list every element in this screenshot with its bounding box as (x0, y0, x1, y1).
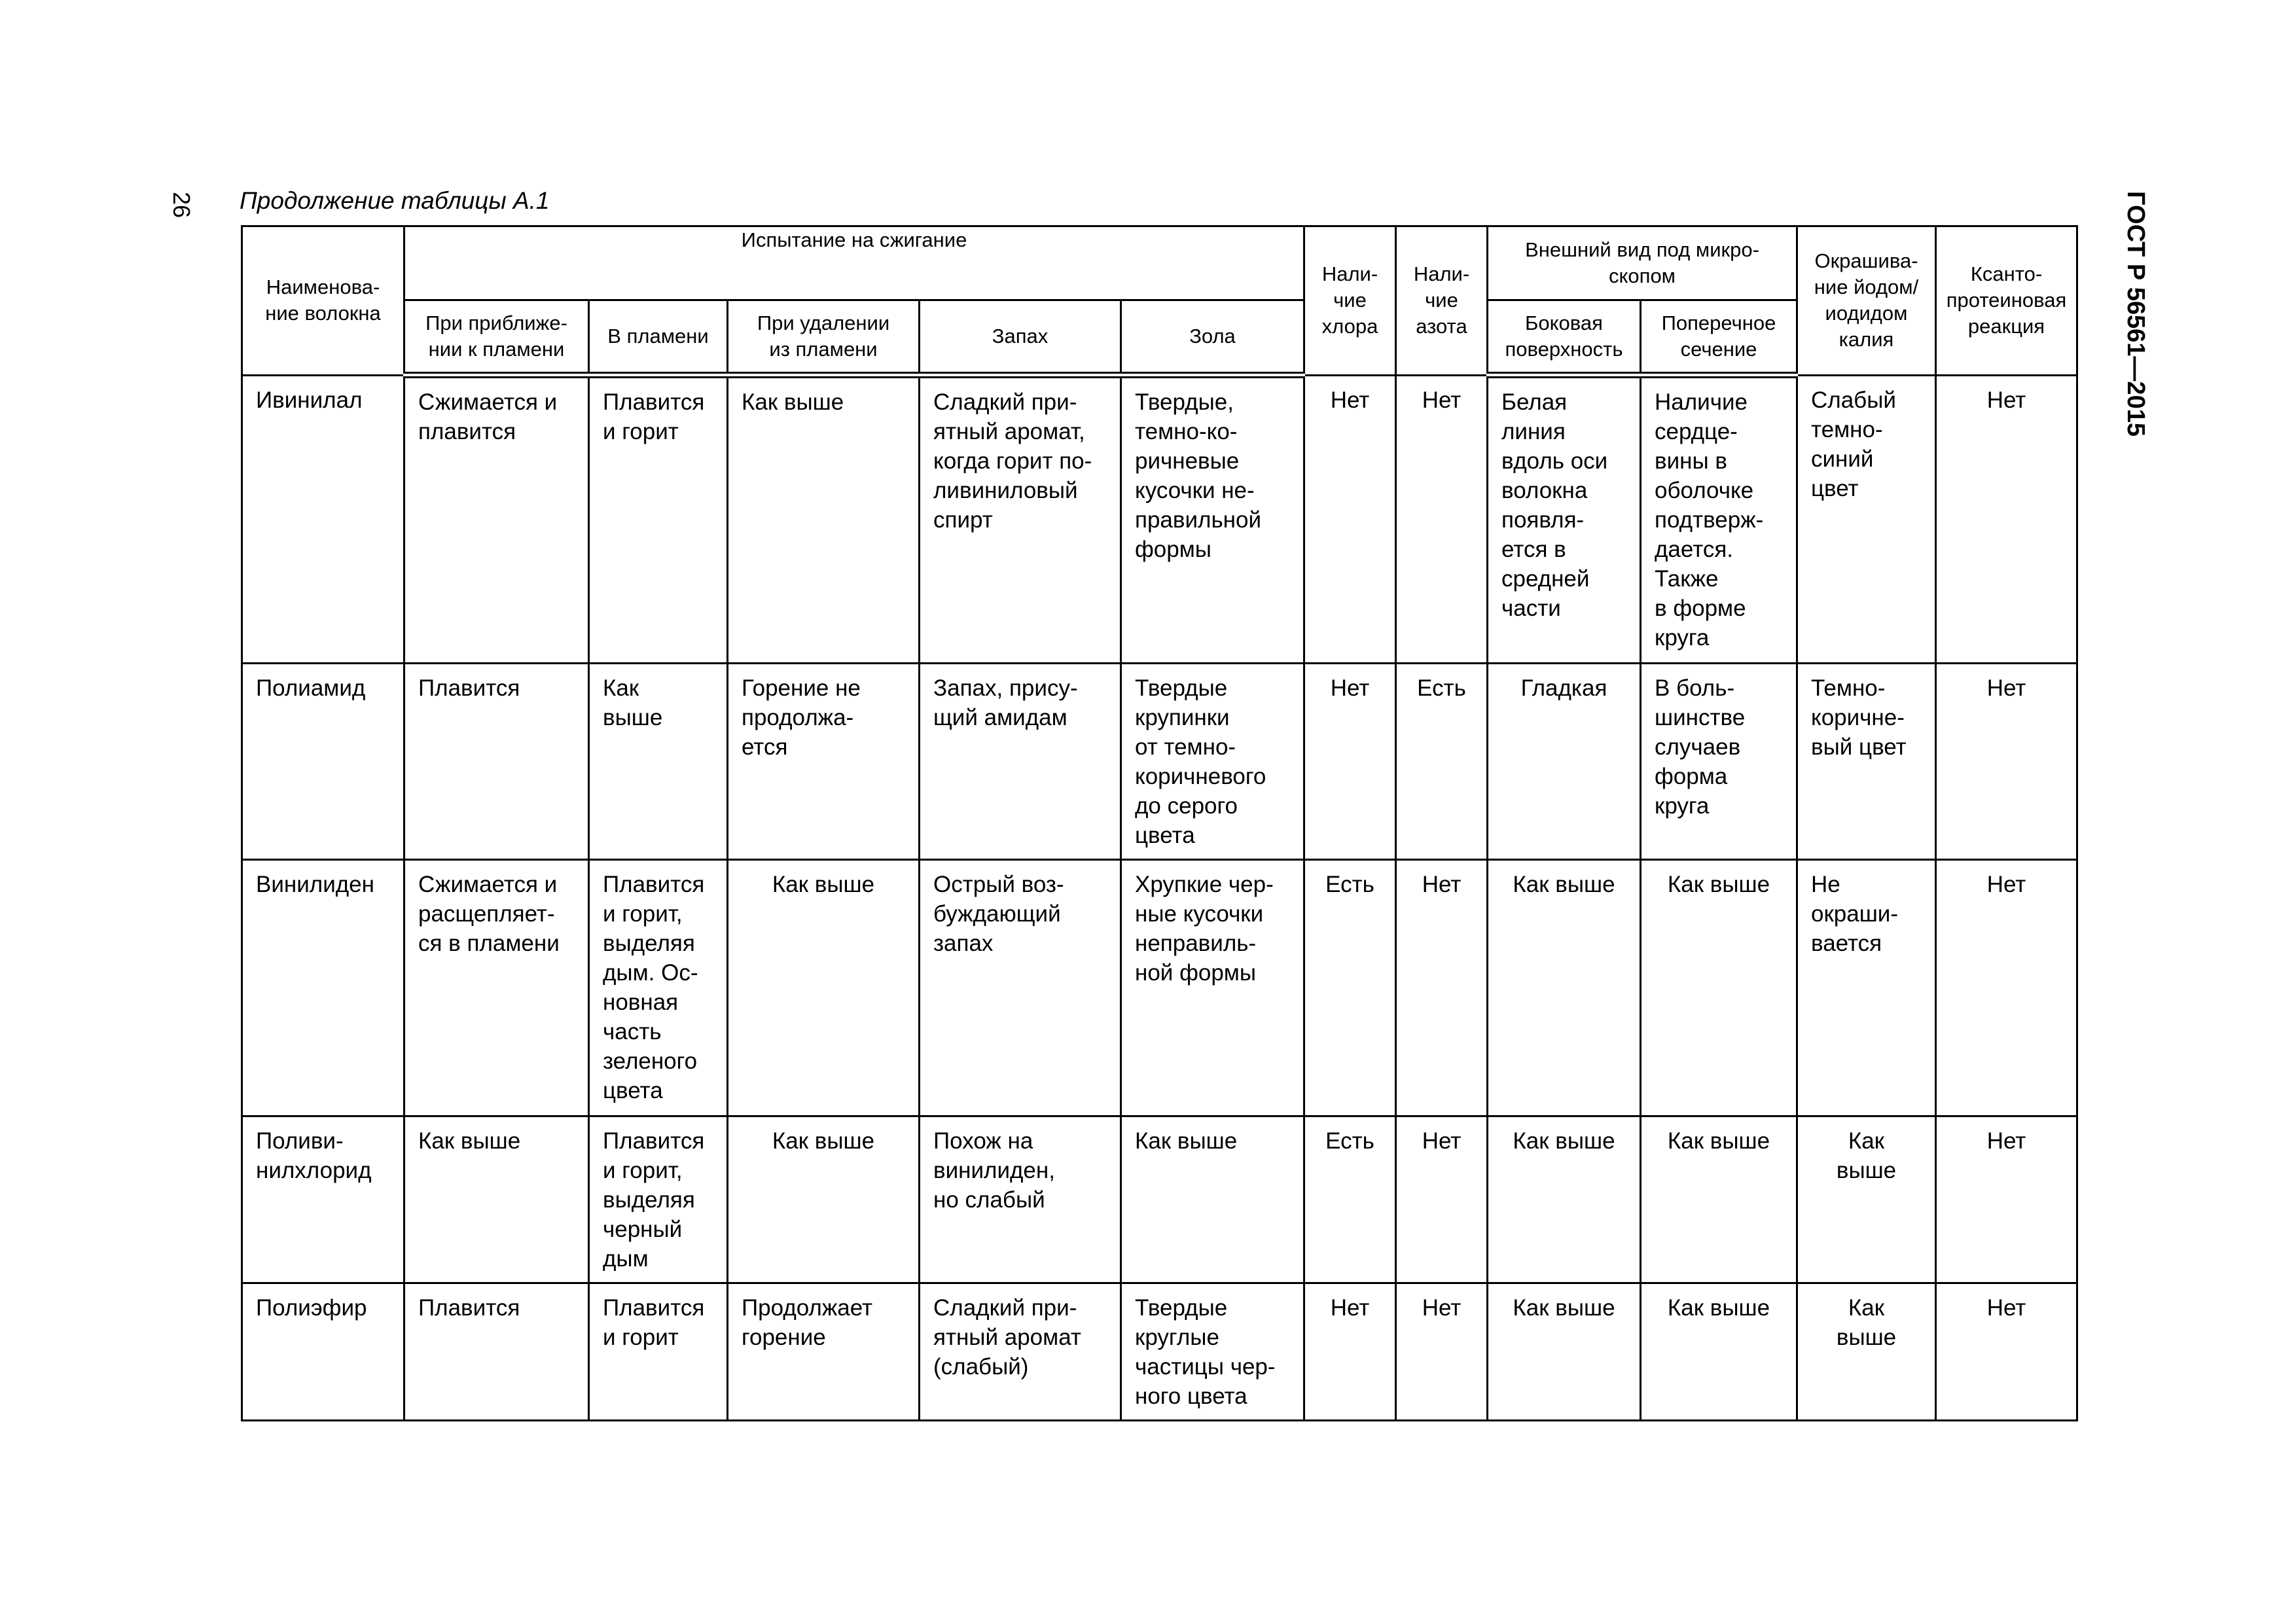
fiber-name-cell: Полиамид (242, 663, 404, 859)
header-smell: Запах (920, 300, 1121, 376)
header-in-flame: В пламени (589, 300, 728, 376)
smell-cell: Запах, прису- щий амидам (920, 663, 1121, 859)
table-row (242, 663, 2077, 859)
in-flame-cell: Плавится и горит, выделяя дым. Ос- новная часть зеленого цвета (589, 859, 728, 1116)
in-flame-cell: Плавится и горит (589, 375, 728, 663)
chlorine-cell: Нет (1304, 375, 1396, 663)
header-removal: При удалении из пламени (728, 300, 920, 376)
side-surface-cell: Как выше (1488, 1116, 1641, 1283)
table-row (242, 1116, 2077, 1283)
header-fiber-name: Наименова- ние волокна (242, 226, 404, 376)
header-burn-test: Испытание на сжигание (404, 226, 1304, 300)
chlorine-cell: Нет (1304, 663, 1396, 859)
nitrogen-cell: Нет (1396, 859, 1488, 1116)
smell-cell: Острый воз- буждающий запах (920, 859, 1121, 1116)
cross-section-cell: Как выше (1641, 1283, 1797, 1420)
cross-section-cell: Как выше (1641, 859, 1797, 1116)
nitrogen-cell: Есть (1396, 663, 1488, 859)
nitrogen-cell: Нет (1396, 1283, 1488, 1420)
header-xantho: Ксанто- протеиновая реакция (1936, 226, 2077, 376)
iodine-cell: Как выше (1797, 1116, 1936, 1283)
xantho-cell: Нет (1936, 375, 2077, 663)
cross-section-cell: В боль- шинстве случаев форма круга (1641, 663, 1797, 859)
iodine-cell: Как выше (1797, 1283, 1936, 1420)
in-flame-cell: Как выше (589, 663, 728, 859)
side-surface-cell: Белая линия вдоль оси волокна появля- ется в средней части (1488, 375, 1641, 663)
nitrogen-cell: Нет (1396, 1116, 1488, 1283)
fiber-name-cell: Поливи- нилхлорид (242, 1116, 404, 1283)
ash-cell: Твердые, темно-ко- ричневые кусочки не- правильной формы (1121, 375, 1304, 663)
approach-cell: Как выше (404, 1116, 589, 1283)
ash-cell: Твердые крупинки от темно- коричневого до серого цвета (1121, 663, 1304, 859)
removal-cell: Как выше (728, 859, 920, 1116)
xantho-cell: Нет (1936, 859, 2077, 1116)
in-flame-cell: Плавится и горит (589, 1283, 728, 1420)
xantho-cell: Нет (1936, 1116, 2077, 1283)
cross-section-cell: Наличие сердце- вины в оболочке подтверж- дается. Также в форме круга (1641, 375, 1797, 663)
approach-cell: Плавится (404, 663, 589, 859)
header-cross-section: Поперечное сечение (1641, 300, 1797, 376)
cross-section-cell: Как выше (1641, 1116, 1797, 1283)
smell-cell: Сладкий при- ятный аромат, когда горит по- ливиниловый спирт (920, 375, 1121, 663)
header-side-surface: Боковая поверхность (1488, 300, 1641, 376)
chlorine-cell: Есть (1304, 859, 1396, 1116)
side-surface-cell: Как выше (1488, 859, 1641, 1116)
ash-cell: Твердые круглые частицы чер- ного цвета (1121, 1283, 1304, 1420)
header-iodine: Окрашива- ние йодом/ иодидом калия (1797, 226, 1936, 376)
smell-cell: Сладкий при- ятный аромат (слабый) (920, 1283, 1121, 1420)
standard-code: ГОСТ Р 56561—2015 (2122, 191, 2149, 437)
fiber-name-cell: Винилиден (242, 859, 404, 1116)
fiber-name-cell: Полиэфир (242, 1283, 404, 1420)
removal-cell: Как выше (728, 375, 920, 663)
chlorine-cell: Нет (1304, 1283, 1396, 1420)
side-surface-cell: Как выше (1488, 1283, 1641, 1420)
header-microscope: Внешний вид под микро- скопом (1488, 226, 1797, 300)
removal-cell: Горение не продолжа- ется (728, 663, 920, 859)
side-surface-cell: Гладкая (1488, 663, 1641, 859)
approach-cell: Плавится (404, 1283, 589, 1420)
chlorine-cell: Есть (1304, 1116, 1396, 1283)
table-row (242, 1283, 2077, 1420)
iodine-cell: Темно- коричне- вый цвет (1797, 663, 1936, 859)
approach-cell: Сжимается и плавится (404, 375, 589, 663)
header-ash: Зола (1121, 300, 1304, 376)
table-caption: Продолжение таблицы А.1 (240, 187, 550, 214)
header-nitrogen: Нали- чие азота (1396, 226, 1488, 376)
table-row (242, 859, 2077, 1116)
fiber-name-cell: Ивинилал (242, 375, 404, 663)
header-approach: При приближе- нии к пламени (404, 300, 589, 376)
fiber-identification-table (241, 225, 2078, 1421)
approach-cell: Сжимается и расщепляет- ся в пламени (404, 859, 589, 1116)
ash-cell: Хрупкие чер- ные кусочки неправиль- ной формы (1121, 859, 1304, 1116)
header-chlorine: Нали- чие хлора (1304, 226, 1396, 376)
table-row (242, 375, 2077, 663)
in-flame-cell: Плавится и горит, выделяя черный дым (589, 1116, 728, 1283)
removal-cell: Как выше (728, 1116, 920, 1283)
xantho-cell: Нет (1936, 663, 2077, 859)
smell-cell: Похож на винилиден, но слабый (920, 1116, 1121, 1283)
page-number: 26 (168, 192, 195, 219)
removal-cell: Продолжает горение (728, 1283, 920, 1420)
iodine-cell: Не окраши- вается (1797, 859, 1936, 1116)
nitrogen-cell: Нет (1396, 375, 1488, 663)
ash-cell: Как выше (1121, 1116, 1304, 1283)
iodine-cell: Слабый темно- синий цвет (1797, 375, 1936, 663)
xantho-cell: Нет (1936, 1283, 2077, 1420)
